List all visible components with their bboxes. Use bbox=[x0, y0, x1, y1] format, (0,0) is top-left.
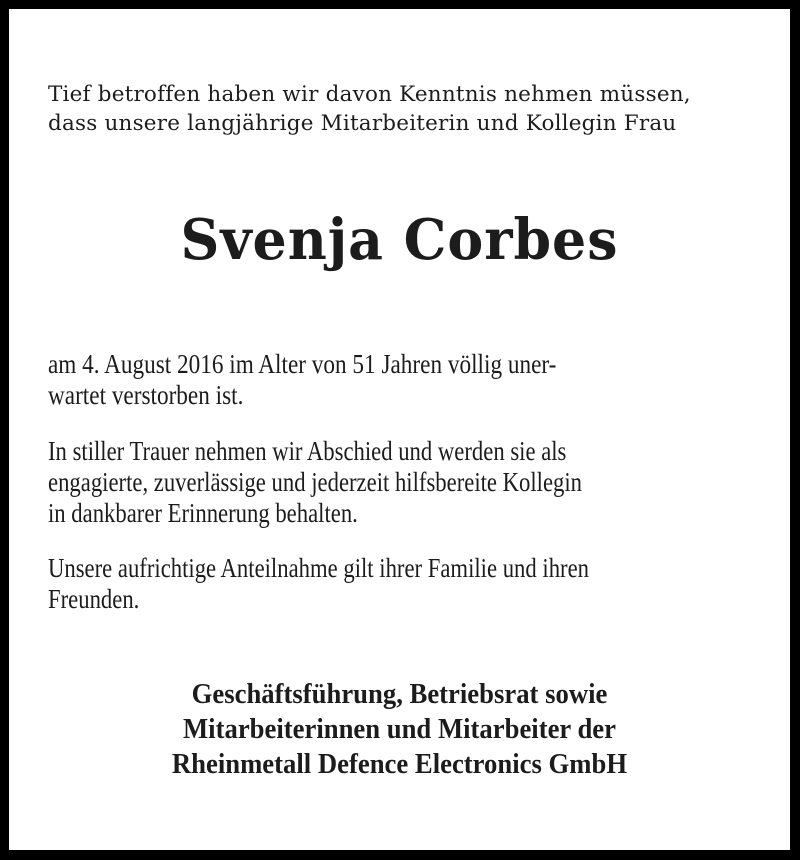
intro-text bbox=[48, 80, 753, 138]
farewell-paragraph bbox=[48, 436, 762, 529]
intro-line: Tief betroffen haben wir davon Kenntnis nehmen müssen, bbox=[48, 82, 691, 107]
signature-block bbox=[40, 677, 759, 782]
paragraph-line: engagierte, zuverlässige und jederzeit hilfsbereite Kollegin bbox=[48, 467, 583, 497]
death-date-paragraph bbox=[48, 349, 753, 411]
signature-line: Mitarbeiterinnen und Mitarbeiter der bbox=[182, 713, 616, 745]
paragraph-line: wartet verstorben ist. bbox=[48, 380, 244, 410]
signature-line: Geschäftsführung, Betriebsrat sowie bbox=[191, 678, 608, 710]
obituary-notice bbox=[9, 9, 790, 850]
paragraph-line: Freunden. bbox=[48, 584, 140, 614]
intro-line: dass unsere langjährige Mitarbeiterin und Kollegin Frau bbox=[48, 111, 677, 136]
paragraph-line: in dankbarer Erinnerung behalten. bbox=[48, 498, 358, 528]
condolence-paragraph bbox=[48, 553, 762, 615]
paragraph-line: In stiller Trauer nehmen wir Abschied und werden sie als bbox=[48, 436, 567, 466]
deceased-name: Svenja Corbes bbox=[180, 207, 619, 273]
paragraph-line: am 4. August 2016 im Alter von 51 Jahren völlig uner- bbox=[48, 349, 557, 379]
signature-line: Rheinmetall Defence Electronics GmbH bbox=[171, 748, 628, 780]
paragraph-line: Unsere aufrichtige Anteilnahme gilt ihrer Familie und ihren bbox=[48, 553, 590, 583]
